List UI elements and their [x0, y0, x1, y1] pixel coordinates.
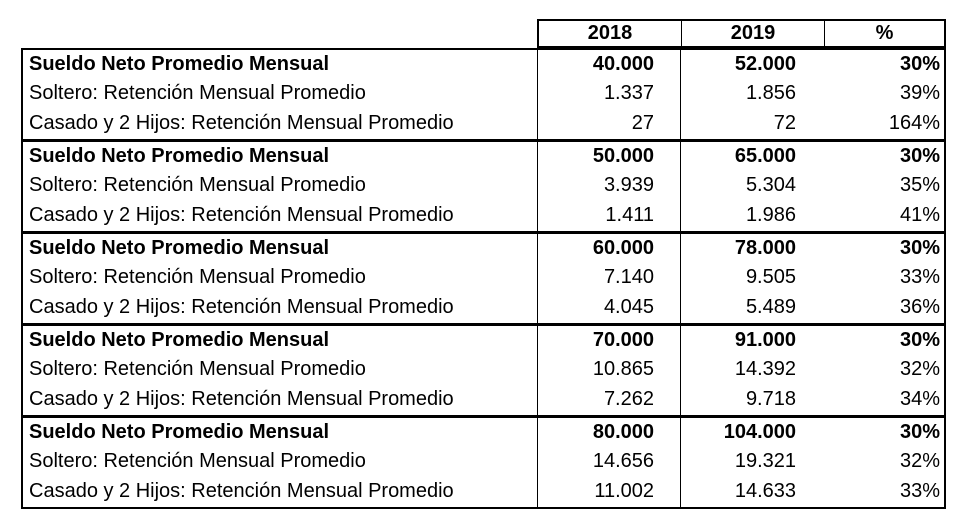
value-2019: 5.489 [745, 296, 796, 318]
value-2019: 1.856 [745, 82, 796, 104]
value-2018: 60.000 [592, 237, 654, 259]
table-row [23, 385, 944, 414]
value-2019: 65.000 [734, 145, 796, 167]
value-2018: 27 [631, 112, 654, 134]
header-2018: 2018 [539, 21, 682, 46]
row-label: Sueldo Neto Promedio Mensual [29, 145, 330, 167]
table-row [23, 234, 944, 263]
value-2018: 50.000 [592, 145, 654, 167]
table-row [23, 171, 944, 200]
row-label: Sueldo Neto Promedio Mensual [29, 53, 330, 75]
value-2019: 72 [773, 112, 796, 134]
table-row [23, 355, 944, 384]
value-2018: 70.000 [592, 329, 654, 351]
value-2018: 10.865 [592, 358, 654, 380]
value-percent: 41% [899, 204, 940, 226]
value-percent: 35% [899, 174, 940, 196]
row-label: Casado y 2 Hijos: Retención Mensual Promedio [29, 112, 454, 134]
header-2019: 2019 [682, 21, 825, 46]
value-2019: 78.000 [734, 237, 796, 259]
row-label: Soltero: Retención Mensual Promedio [29, 450, 366, 472]
value-percent: 30% [899, 145, 940, 167]
value-percent: 32% [899, 358, 940, 380]
value-percent: 39% [899, 82, 940, 104]
value-percent: 164% [888, 112, 940, 134]
value-percent: 36% [899, 296, 940, 318]
value-percent: 32% [899, 450, 940, 472]
value-2019: 5.304 [745, 174, 796, 196]
value-2018: 7.140 [603, 266, 654, 288]
value-percent: 30% [899, 421, 940, 443]
value-2018: 1.411 [605, 204, 654, 226]
table-row [23, 263, 944, 292]
header-percent: % [875, 22, 894, 44]
table-row [23, 293, 944, 322]
table-row [23, 326, 944, 355]
row-label: Sueldo Neto Promedio Mensual [29, 421, 330, 443]
value-2018: 11.002 [594, 480, 654, 502]
row-label: Casado y 2 Hijos: Retención Mensual Promedio [29, 204, 454, 226]
value-2018: 4.045 [603, 296, 654, 318]
value-2019: 9.718 [745, 388, 796, 410]
value-2019: 9.505 [745, 266, 796, 288]
value-2019: 52.000 [734, 53, 796, 75]
value-2019: 14.392 [734, 358, 796, 380]
value-percent: 30% [899, 53, 940, 75]
value-2019: 19.321 [734, 450, 796, 472]
row-label: Casado y 2 Hijos: Retención Mensual Promedio [29, 480, 454, 502]
table-row [23, 79, 944, 108]
value-2018: 40.000 [592, 53, 654, 75]
value-2018: 3.939 [603, 174, 654, 196]
value-percent: 34% [899, 388, 940, 410]
row-label: Sueldo Neto Promedio Mensual [29, 329, 330, 351]
value-2019: 104.000 [723, 421, 796, 443]
row-label: Casado y 2 Hijos: Retención Mensual Promedio [29, 388, 454, 410]
value-2018: 80.000 [592, 421, 654, 443]
salary-group [21, 324, 946, 417]
value-percent: 33% [899, 266, 940, 288]
salary-group [21, 48, 946, 141]
row-label: Soltero: Retención Mensual Promedio [29, 358, 366, 380]
value-2019: 14.633 [734, 480, 796, 502]
table-row [23, 142, 944, 171]
table-row [23, 109, 944, 138]
table-header [537, 19, 946, 48]
row-label: Soltero: Retención Mensual Promedio [29, 82, 366, 104]
value-2018: 7.262 [603, 388, 654, 410]
value-2019: 91.000 [734, 329, 796, 351]
table-row [23, 50, 944, 79]
salary-group [21, 140, 946, 233]
value-2018: 1.337 [603, 82, 654, 104]
table-row [23, 418, 944, 447]
row-label: Sueldo Neto Promedio Mensual [29, 237, 330, 259]
salary-retention-table [21, 19, 946, 508]
table-row [23, 477, 944, 506]
salary-group [21, 416, 946, 509]
value-percent: 30% [899, 237, 940, 259]
value-percent: 30% [899, 329, 940, 351]
row-label: Soltero: Retención Mensual Promedio [29, 266, 366, 288]
value-2018: 14.656 [592, 450, 654, 472]
row-label: Soltero: Retención Mensual Promedio [29, 174, 366, 196]
table-row [23, 201, 944, 230]
value-2019: 1.986 [745, 204, 796, 226]
salary-group [21, 232, 946, 325]
value-percent: 33% [899, 480, 940, 502]
row-label: Casado y 2 Hijos: Retención Mensual Promedio [29, 296, 454, 318]
table-row [23, 447, 944, 476]
